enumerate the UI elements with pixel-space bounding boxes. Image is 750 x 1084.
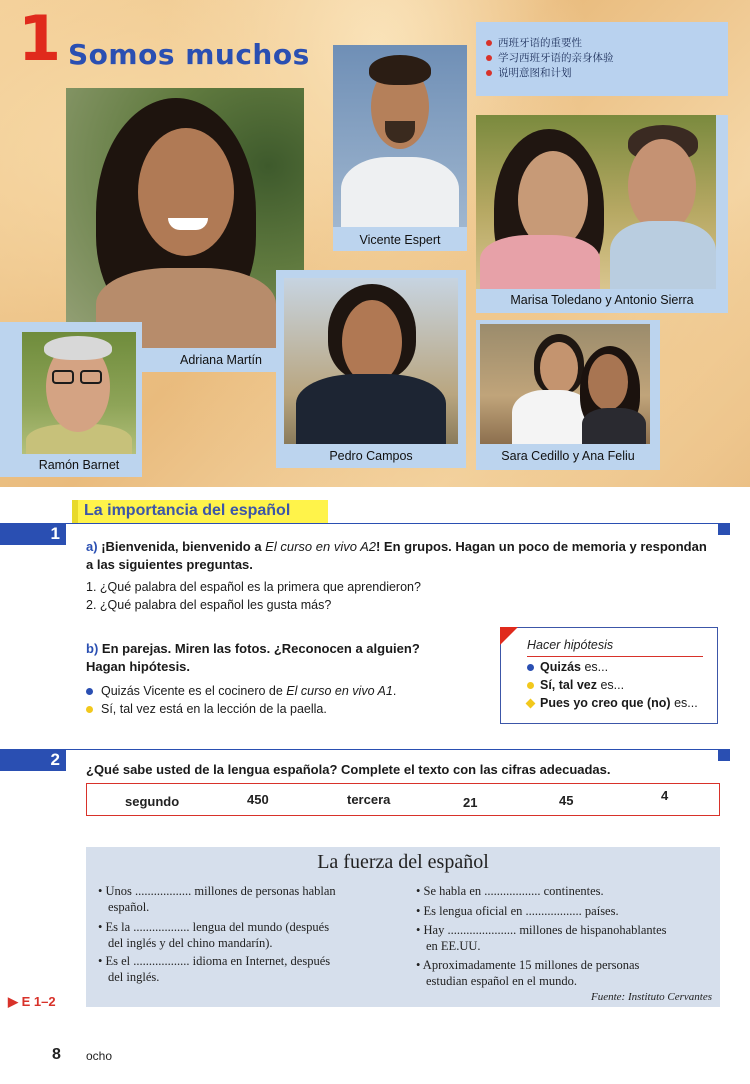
number-bank-item: tercera bbox=[347, 792, 391, 807]
photo-frame-marisa-antonio bbox=[476, 115, 728, 313]
hint-line-1: Quizás es... bbox=[527, 660, 608, 674]
bullet-diamond-icon bbox=[526, 699, 536, 709]
hero-collage bbox=[0, 0, 750, 487]
fill-item: • Es el .................. idioma en Internet, después del inglés. bbox=[98, 954, 331, 984]
photo-marisa-antonio bbox=[476, 115, 716, 289]
number-bank bbox=[86, 783, 720, 816]
photo-sara-ana bbox=[480, 324, 650, 444]
number-bank-item: 450 bbox=[247, 792, 269, 807]
bullet-yellow-icon bbox=[86, 706, 93, 713]
section-title-banner bbox=[72, 500, 328, 524]
unit-title: Somos muchos bbox=[68, 38, 310, 71]
objective-item: 西班牙语的重要性 bbox=[486, 36, 718, 51]
photo-frame-ramon bbox=[0, 322, 142, 477]
hint-line-2: Sí, tal vez es... bbox=[527, 678, 624, 692]
bullet-yellow-icon bbox=[527, 682, 534, 689]
fill-item: • Se habla en .................. continentes. bbox=[416, 884, 604, 898]
fill-item: • Aproximadamente 15 millones de personas estudian español en el mundo. bbox=[416, 958, 640, 988]
info-panel-fuerza bbox=[86, 847, 720, 1007]
page-number-word: ocho bbox=[86, 1049, 113, 1063]
hint-line-3: Pues yo creo que (no) es... bbox=[527, 696, 698, 710]
caption-vicente: Vicente Espert bbox=[359, 233, 441, 247]
photo-adriana bbox=[66, 88, 304, 348]
photo-vicente bbox=[333, 45, 467, 227]
number-bank-item: 4 bbox=[661, 788, 669, 803]
caption-pedro: Pedro Campos bbox=[329, 449, 413, 463]
photo-frame-sara-ana bbox=[476, 320, 660, 470]
hint-box bbox=[500, 627, 718, 724]
exercise-number: 2 bbox=[0, 749, 66, 771]
example-line-2: Sí, tal vez está en la lección de la paella. bbox=[86, 702, 327, 716]
number-bank-item: 21 bbox=[463, 795, 478, 810]
unit-objectives bbox=[476, 22, 728, 96]
photo-ramon bbox=[22, 332, 136, 454]
hint-title: Hacer hipótesis bbox=[527, 638, 614, 652]
number-bank-item: segundo bbox=[125, 794, 180, 809]
corner-triangle-icon bbox=[500, 627, 518, 645]
exercise-1a-instruction: a) ¡Bienvenida, bienvenido a El curso en vivo A2! En grupos. Hagan un poco de memoria y respondan a las siguientes preguntas. bbox=[86, 539, 707, 572]
section-title: La importancia del español bbox=[84, 502, 291, 519]
objective-item: 说明意图和计划 bbox=[486, 66, 718, 81]
caption-sara-ana: Sara Cedillo y Ana Feliu bbox=[501, 449, 635, 463]
page-number: 8 bbox=[52, 1046, 61, 1063]
objective-item: 学习西班牙语的亲身体验 bbox=[486, 51, 718, 66]
caption-adriana: Adriana Martín bbox=[180, 353, 262, 367]
exercise-number: 1 bbox=[0, 523, 66, 545]
question-1: 1. ¿Qué palabra del español es la primera que aprendieron? bbox=[86, 580, 421, 594]
number-bank-item: 45 bbox=[559, 793, 574, 808]
info-panel-title: La fuerza del español bbox=[317, 851, 489, 873]
bullet-blue-icon bbox=[86, 688, 93, 695]
caption-marisa-antonio: Marisa Toledano y Antonio Sierra bbox=[510, 293, 694, 307]
exercise-2-instruction: ¿Qué sabe usted de la lengua española? Complete el texto con las cifras adecuadas. bbox=[86, 762, 611, 777]
photo-pedro bbox=[284, 278, 458, 444]
photo-frame-pedro bbox=[276, 270, 466, 468]
fill-item: • Es lengua oficial en .................. países. bbox=[416, 904, 619, 918]
workbook-reference: ▶ E 1–2 bbox=[8, 994, 56, 1009]
exercise-1b-instruction: b) En parejas. Miren las fotos. ¿Reconocen a alguien? Hagan hipótesis. bbox=[86, 641, 420, 674]
example-line-1: Quizás Vicente es el cocinero de El curso en vivo A1. bbox=[86, 684, 396, 698]
question-2: 2. ¿Qué palabra del español les gusta más? bbox=[86, 598, 332, 612]
fill-item: • Hay ...................... millones de hispanohablantes en EE.UU. bbox=[416, 923, 667, 953]
bullet-blue-icon bbox=[527, 664, 534, 671]
photo-frame-vicente bbox=[333, 45, 467, 251]
caption-ramon: Ramón Barnet bbox=[38, 458, 120, 472]
unit-number: 1 bbox=[18, 2, 62, 75]
fill-item: • Es la .................. lengua del mundo (después del inglés y del chino mandarín). bbox=[98, 920, 330, 950]
fill-item: • Unos .................. millones de personas hablan español. bbox=[98, 884, 336, 914]
source-note: Fuente: Instituto Cervantes bbox=[591, 991, 712, 1003]
